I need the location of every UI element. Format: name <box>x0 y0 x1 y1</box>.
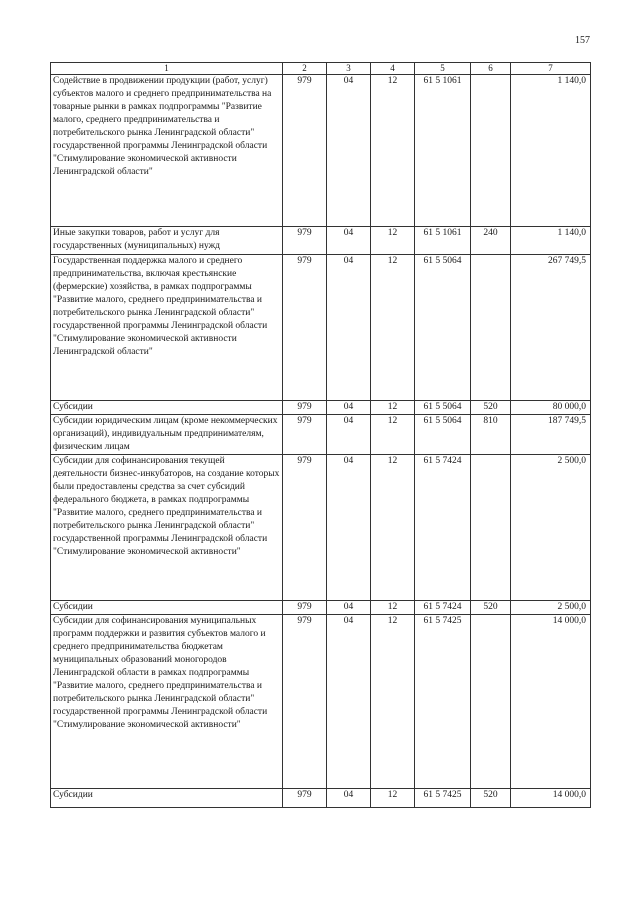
row-code-target: 61 5 7424 <box>415 455 471 601</box>
row-code-section: 04 <box>327 601 371 615</box>
row-amount: 187 749,5 <box>511 415 591 455</box>
row-amount: 2 500,0 <box>511 601 591 615</box>
row-code-target: 61 5 1061 <box>415 75 471 227</box>
table-row <box>51 415 591 455</box>
row-code-subsection: 12 <box>371 227 415 255</box>
row-code-admin: 979 <box>283 455 327 601</box>
row-code-admin: 979 <box>283 255 327 401</box>
row-code-admin: 979 <box>283 415 327 455</box>
row-code-expense-type <box>471 255 511 401</box>
row-code-section: 04 <box>327 455 371 601</box>
row-amount: 80 000,0 <box>511 401 591 415</box>
row-code-admin: 979 <box>283 401 327 415</box>
table-row <box>51 789 591 808</box>
row-code-section: 04 <box>327 255 371 401</box>
row-code-subsection: 12 <box>371 455 415 601</box>
row-code-expense-type: 810 <box>471 415 511 455</box>
table-row <box>51 401 591 415</box>
row-code-admin: 979 <box>283 227 327 255</box>
column-header: 3 <box>327 63 371 75</box>
table-row <box>51 455 591 601</box>
column-header: 6 <box>471 63 511 75</box>
row-amount: 14 000,0 <box>511 789 591 808</box>
row-code-subsection: 12 <box>371 615 415 789</box>
table-row <box>51 615 591 789</box>
row-code-expense-type: 520 <box>471 789 511 808</box>
row-amount: 1 140,0 <box>511 227 591 255</box>
row-code-expense-type <box>471 615 511 789</box>
row-code-subsection: 12 <box>371 75 415 227</box>
row-code-subsection: 12 <box>371 255 415 401</box>
row-description: Субсидии <box>51 601 283 615</box>
row-code-expense-type <box>471 75 511 227</box>
row-code-target: 61 5 5064 <box>415 401 471 415</box>
column-header: 5 <box>415 63 471 75</box>
column-header: 4 <box>371 63 415 75</box>
header-row <box>51 63 591 75</box>
row-code-section: 04 <box>327 789 371 808</box>
row-code-target: 61 5 7425 <box>415 789 471 808</box>
row-code-target: 61 5 5064 <box>415 255 471 401</box>
row-description: Государственная поддержка малого и среднего предпринимательства, включая крестьянские (фермерские) хозяйства, в рамках подпрограммы "Развитие малого, среднего предпринимательства и потребительского рынка Ленинградской области" государственной программы Ленинградской области "Стимулирование экономической активности Ленинградской области" <box>51 255 283 401</box>
row-description: Субсидии для софинансирования муниципальных программ поддержки и развития субъектов малого и среднего предпринимательства бюджетам муниципальных образований моногородов Ленинградской области в рамках подпрограммы "Развитие малого, среднего предпринимательства и потребительского рынка Ленинградской области" государственной программы Ленинградской области "Стимулирование экономической активности" <box>51 615 283 789</box>
row-description: Содействие в продвижении продукции (работ, услуг) субъектов малого и среднего предпринимательства на товарные рынки в рамках подпрограммы "Развитие малого, среднего предпринимательства и потребительского рынка Ленинградской области" государственной программы Ленинградской области "Стимулирование экономической активности Ленинградской области" <box>51 75 283 227</box>
row-code-target: 61 5 1061 <box>415 227 471 255</box>
row-code-target: 61 5 5064 <box>415 415 471 455</box>
row-description: Субсидии <box>51 789 283 808</box>
row-amount: 267 749,5 <box>511 255 591 401</box>
row-code-admin: 979 <box>283 601 327 615</box>
row-code-section: 04 <box>327 227 371 255</box>
row-description: Субсидии юридическим лицам (кроме некоммерческих организаций), индивидуальным предпринимателям, физическим лицам <box>51 415 283 455</box>
row-code-subsection: 12 <box>371 401 415 415</box>
column-header: 1 <box>51 63 283 75</box>
row-code-section: 04 <box>327 615 371 789</box>
row-code-target: 61 5 7425 <box>415 615 471 789</box>
row-amount: 2 500,0 <box>511 455 591 601</box>
row-code-admin: 979 <box>283 789 327 808</box>
row-code-subsection: 12 <box>371 789 415 808</box>
row-description: Субсидии для софинансирования текущей деятельности бизнес-инкубаторов, на создание которых были предоставлены средства за счет субсидий федерального бюджета, в рамках подпрограммы "Развитие малого, среднего предпринимательства и потребительского рынка Ленинградской области" государственной программы Ленинградской области "Стимулирование экономической активности" <box>51 455 283 601</box>
budget-table <box>50 62 591 808</box>
row-code-expense-type: 240 <box>471 227 511 255</box>
row-amount: 1 140,0 <box>511 75 591 227</box>
row-code-expense-type: 520 <box>471 601 511 615</box>
row-code-admin: 979 <box>283 615 327 789</box>
column-header: 7 <box>511 63 591 75</box>
row-code-expense-type: 520 <box>471 401 511 415</box>
column-header: 2 <box>283 63 327 75</box>
row-code-admin: 979 <box>283 75 327 227</box>
row-code-subsection: 12 <box>371 415 415 455</box>
page-number: 157 <box>575 35 590 46</box>
row-description: Субсидии <box>51 401 283 415</box>
row-code-section: 04 <box>327 75 371 227</box>
table-row <box>51 601 591 615</box>
row-code-target: 61 5 7424 <box>415 601 471 615</box>
table-row <box>51 227 591 255</box>
table-row <box>51 255 591 401</box>
row-code-section: 04 <box>327 415 371 455</box>
row-code-expense-type <box>471 455 511 601</box>
row-description: Иные закупки товаров, работ и услуг для государственных (муниципальных) нужд <box>51 227 283 255</box>
row-amount: 14 000,0 <box>511 615 591 789</box>
row-code-section: 04 <box>327 401 371 415</box>
table-row <box>51 75 591 227</box>
row-code-subsection: 12 <box>371 601 415 615</box>
